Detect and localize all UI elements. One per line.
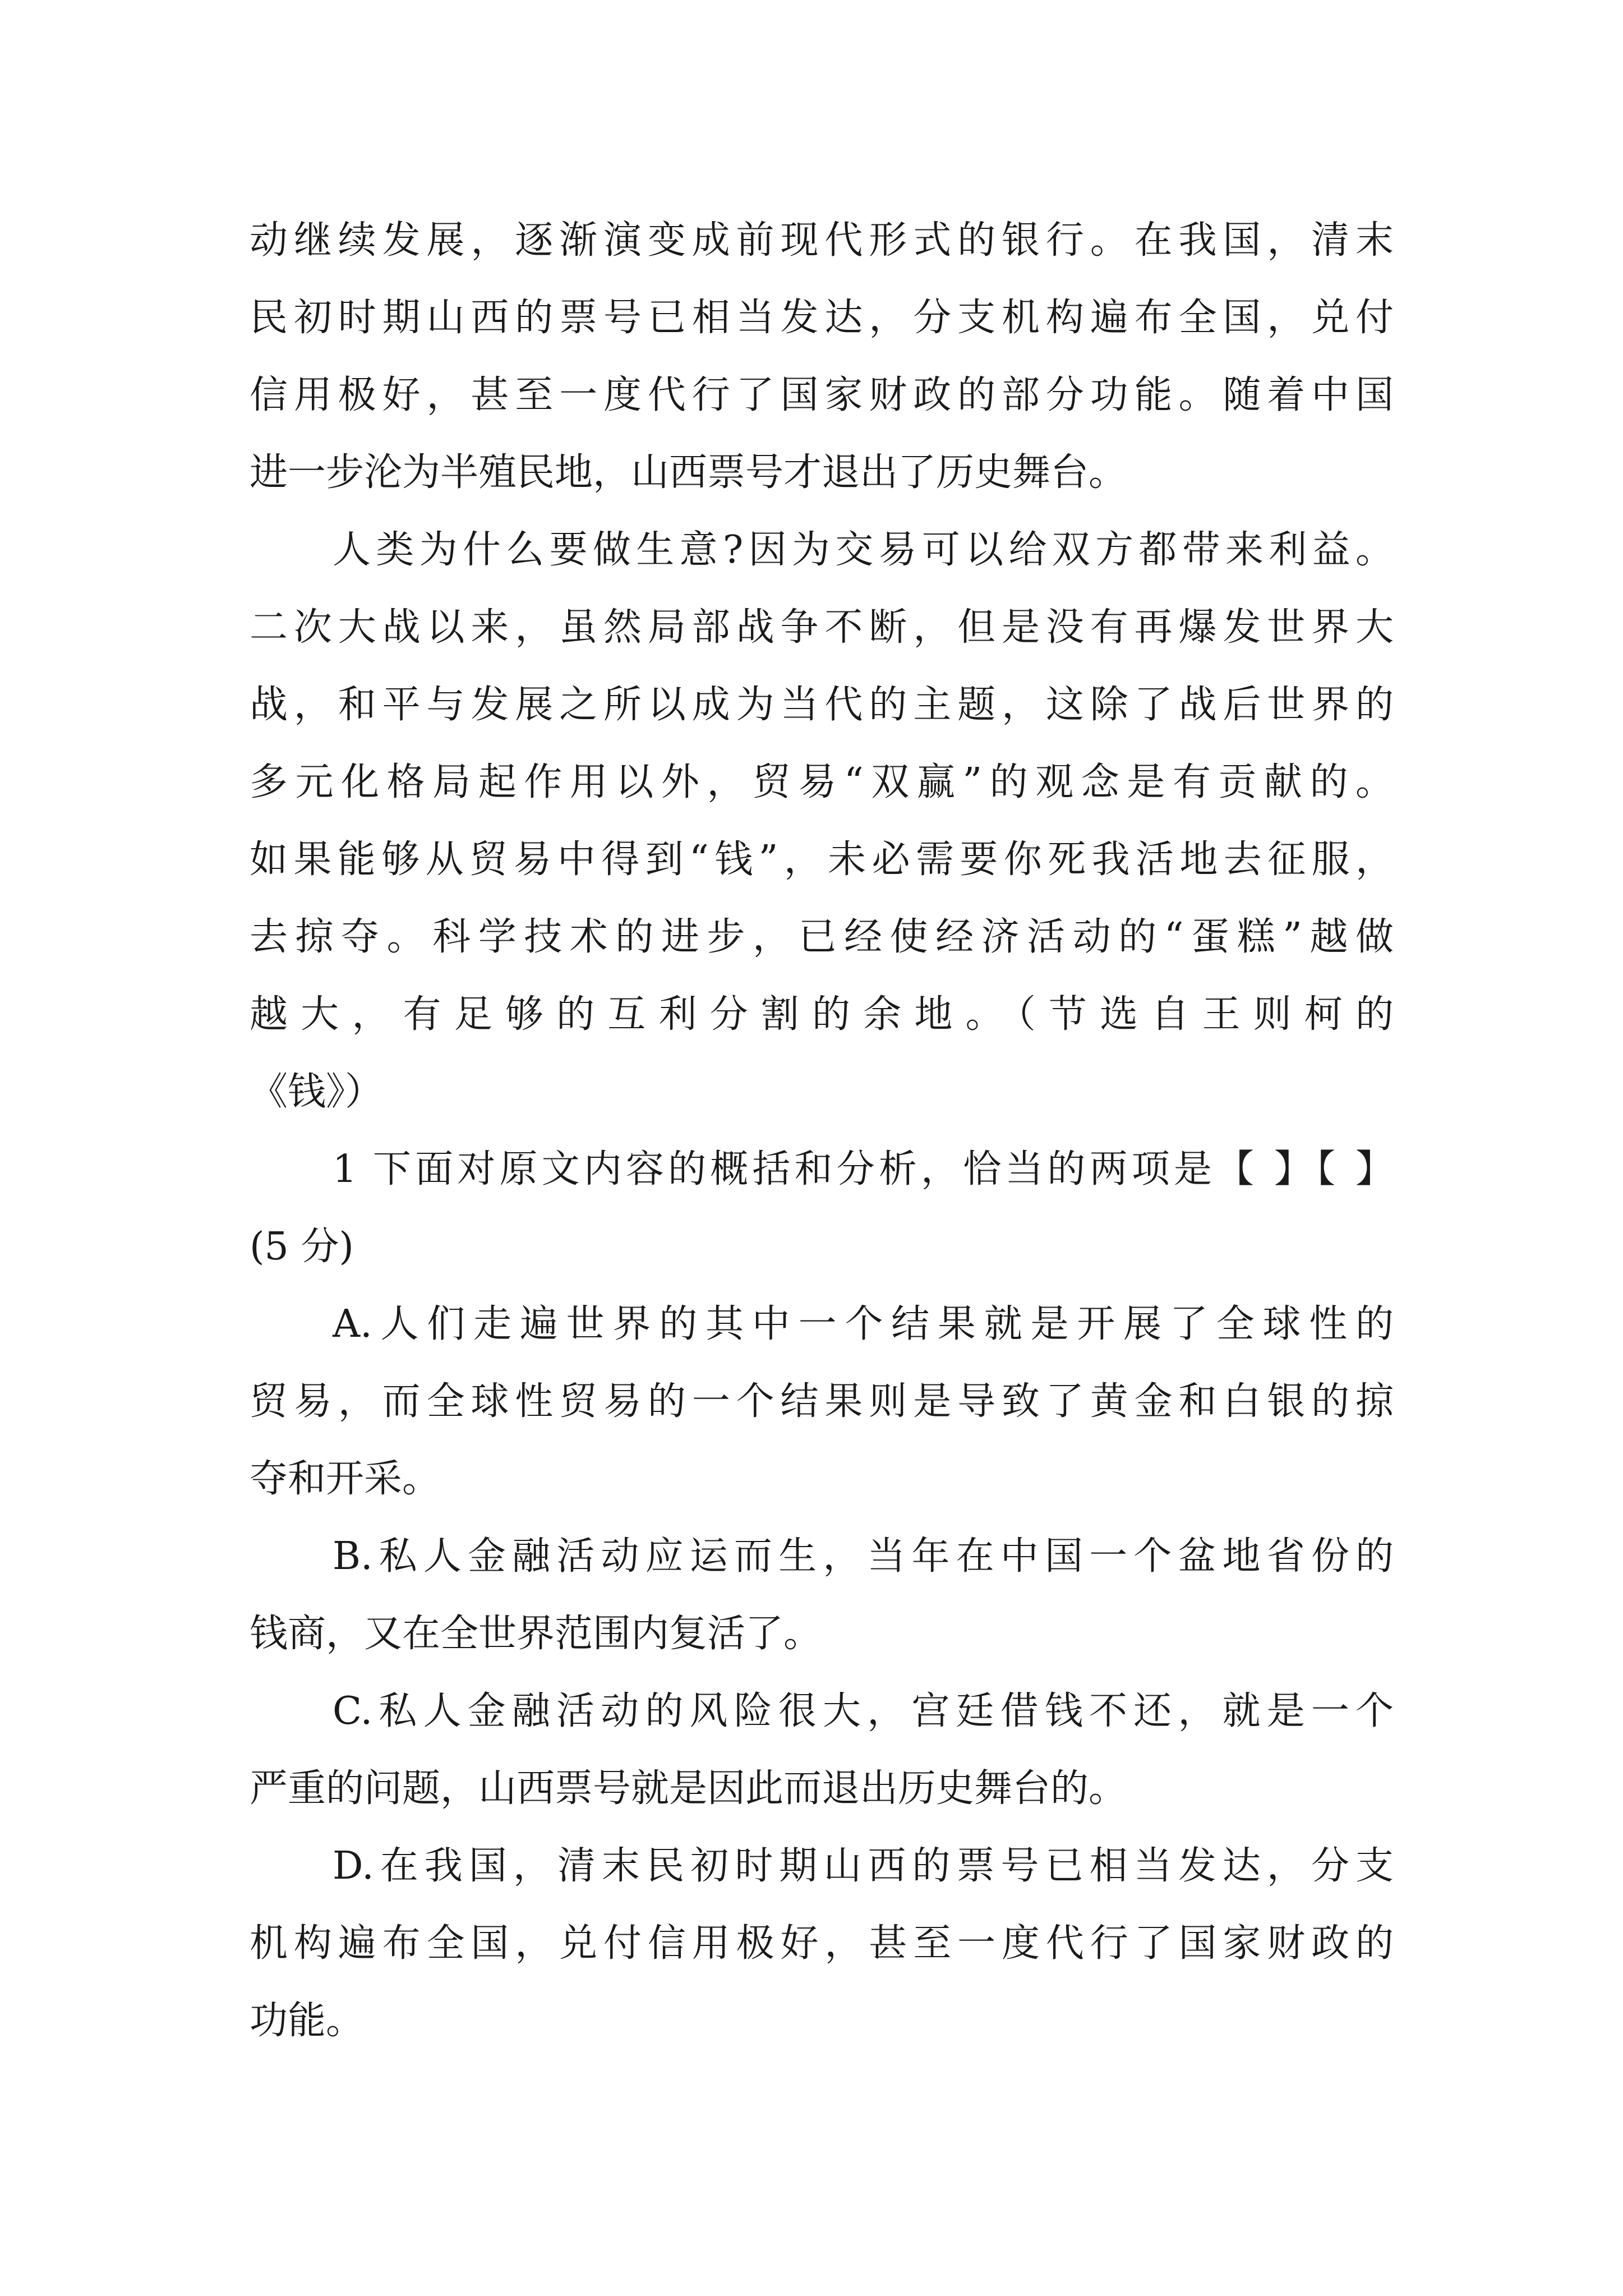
option-line: A.人们走遍世界的其中一个结果就是开展了全球性的 (333, 1302, 1394, 1346)
question-score: (5 分) (250, 1225, 354, 1269)
paragraph-banking-history (250, 202, 1394, 512)
text-line: 人类为什么要做生意?因为交易可以给双方都带来利益。 (333, 528, 1394, 572)
option-b (250, 1518, 1394, 1673)
option-line: D.在我国，清末民初时期山西的票号已相当发达，分支 (333, 1844, 1394, 1888)
option-line: 机构遍布全国，兑付信用极好，甚至一度代行了国家财政的 (250, 1921, 1394, 1966)
text-line: 进一步沦为半殖民地，山西票号才退出了历史舞台。 (250, 450, 1127, 495)
text-line: 如果能够从贸易中得到“钱”，未必需要你死我活地去征服， (250, 838, 1394, 882)
option-line: C.私人金融活动的风险很大，宫廷借钱不还，就是一个 (333, 1689, 1394, 1733)
option-line: 钱商，又在全世界范围内复活了。 (250, 1612, 822, 1656)
option-line: 夺和开采。 (250, 1457, 441, 1501)
option-a (250, 1286, 1394, 1518)
option-line: 功能。 (250, 1999, 365, 2043)
paragraph-trade-benefits (250, 512, 1394, 1131)
text-line: 二次大战以来，虽然局部战争不断，但是没有再爆发世界大 (250, 605, 1394, 650)
text-line: 战，和平与发展之所以成为当代的主题，这除了战后世界的 (250, 683, 1394, 727)
question-line: 1 下面对原文内容的概括和分析，恰当的两项是【 】【 】 (333, 1147, 1394, 1191)
option-line: 严重的问题，山西票号就是因此而退出历史舞台的。 (250, 1766, 1127, 1811)
option-line: B.私人金融活动应运而生，当年在中国一个盆地省份的 (333, 1534, 1394, 1579)
text-line: 去掠夺。科学技术的进步，已经使经济活动的“蛋糕”越做 (250, 915, 1394, 959)
option-d (250, 1828, 1394, 2060)
text-line: 越大，有足够的互利分割的余地。（节选自王则柯的 (250, 992, 1394, 1037)
document-page (250, 202, 1394, 2060)
text-line: 民初时期山西的票号已相当发达，分支机构遍布全国，兑付 (250, 296, 1394, 340)
text-line: 信用极好，甚至一度代行了国家财政的部分功能。随着中国 (250, 373, 1394, 417)
text-line: 动继续发展，逐渐演变成前现代形式的银行。在我国，清末 (250, 218, 1394, 263)
text-line: 《钱》） (250, 1070, 384, 1114)
question-prompt (250, 1131, 1394, 1286)
text-line: 多元化格局起作用以外，贸易“双赢”的观念是有贡献的。 (250, 760, 1394, 804)
option-c (250, 1673, 1394, 1828)
option-line: 贸易，而全球性贸易的一个结果则是导致了黄金和白银的掠 (250, 1379, 1394, 1424)
